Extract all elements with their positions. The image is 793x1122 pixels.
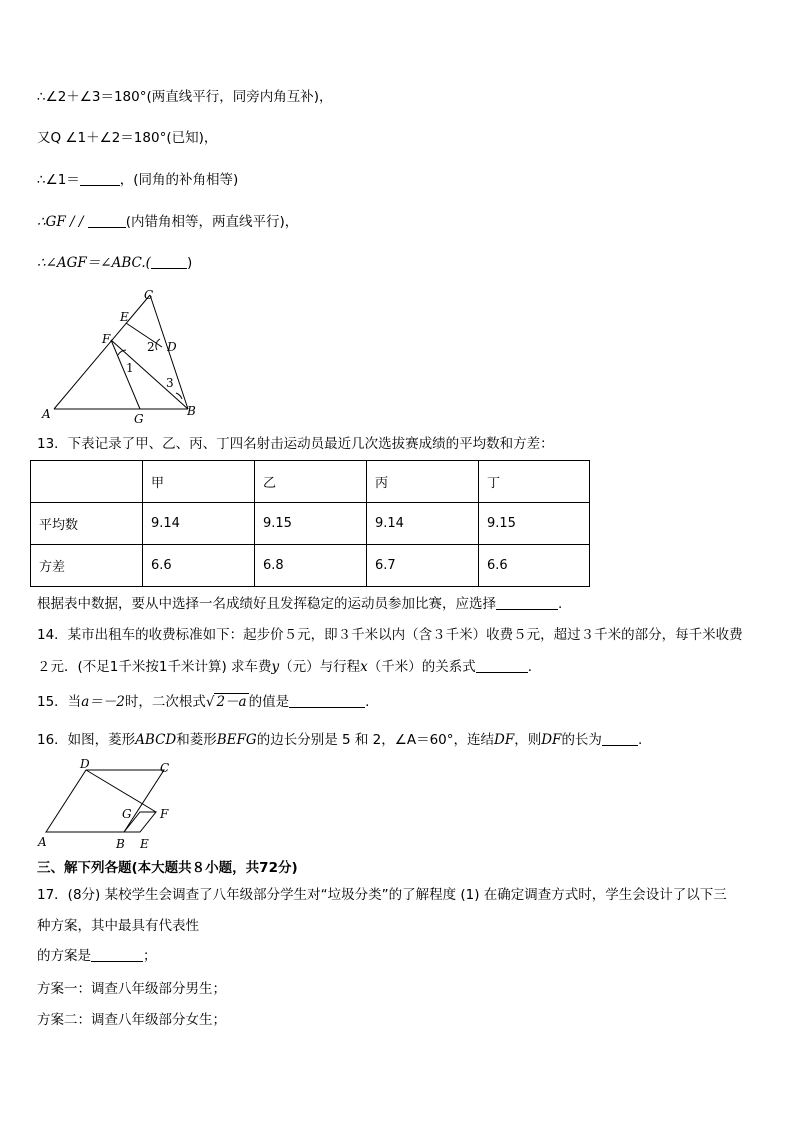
proof-blank-1[interactable]: [80, 171, 120, 186]
proof-line-3-reason: ，(同角的补角相等): [119, 172, 239, 188]
table-header-cell: 丁: [479, 461, 590, 503]
q16-text-f: .: [637, 732, 643, 748]
q16-df: DF: [494, 732, 515, 748]
proof-line-2: [37, 128, 217, 148]
label-d: D: [167, 340, 177, 354]
sqrt-icon: √: [205, 694, 215, 710]
table-cell: 9.14: [367, 503, 479, 545]
q17-text-a: 的方案是: [37, 948, 91, 964]
proof-line-2-reason: (已知)，: [166, 130, 218, 146]
q16-text-b: 和菱形: [176, 732, 217, 748]
proof-line-4: [37, 212, 298, 232]
label-d: D: [80, 757, 90, 771]
table-row: [31, 503, 590, 545]
q15-text-c: 的值是: [248, 694, 290, 710]
q17-answer-blank[interactable]: [91, 947, 143, 962]
q16-text-a: 16．如图，菱形: [37, 732, 136, 748]
table-cell: 9.15: [479, 503, 590, 545]
q14-answer-blank[interactable]: [476, 658, 528, 673]
label-c: C: [144, 288, 154, 302]
table-header-row: [31, 461, 590, 503]
proof-line-5: [37, 253, 192, 273]
rhombus-abcd: [46, 770, 164, 832]
q14-text-c: （千米）的关系式: [367, 659, 476, 675]
q13-text: 13．下表记录了甲、乙、丙、丁四名射击运动员最近几次选拔赛成绩的平均数和方差：: [37, 436, 554, 452]
table-cell: 6.6: [479, 545, 590, 587]
q17-option-2: 方案二：调查八年级部分女生；: [37, 1012, 226, 1028]
proof-line-5-close: ): [186, 255, 193, 271]
table-header-cell: [31, 461, 143, 503]
line-ac: [54, 295, 150, 409]
label-f: F: [160, 807, 169, 821]
q16-line: [37, 730, 642, 750]
q16-df2: DF: [541, 732, 562, 748]
proof-line-4-reason: (内错角相等，两直线平行)，: [125, 214, 299, 230]
label-c: C: [160, 761, 170, 775]
proof-blank-3[interactable]: [151, 254, 187, 269]
stats-table: [30, 460, 590, 587]
rhombus-figure: [36, 756, 186, 852]
section-heading: 三、解下列各题(本大题共８小题，共72分): [37, 860, 298, 876]
q15-expr: a＝－2: [81, 694, 125, 710]
proof-line-3-math: ∴∠1＝: [37, 172, 80, 188]
q14-var-x: x: [360, 659, 368, 675]
q14-line-1: 14．某市出租车的收费标准如下：起步价５元，即３千米以内（含３千米）收费５元，超过３千米的部分，每千米收费: [37, 627, 743, 643]
q14-text-a: ２元．(不足1千米按1千米计算) 求车费: [37, 659, 272, 675]
label-f: F: [102, 332, 111, 346]
label-e: E: [120, 310, 129, 324]
table-cell: 6.7: [367, 545, 479, 587]
line-df: [86, 770, 156, 812]
q13-answer-blank[interactable]: [496, 595, 558, 610]
label-angle-3: 3: [166, 376, 174, 390]
proof-line-1-reason: (两直线平行，同旁内角互补)，: [146, 89, 333, 105]
label-g: G: [134, 412, 144, 425]
q17-option-1: 方案一：调查八年级部分男生；: [37, 981, 226, 997]
q15-answer-blank[interactable]: [289, 693, 365, 708]
q14-var-y: y: [271, 659, 280, 675]
table-header-cell: 丙: [367, 461, 479, 503]
q15-text-d: .: [365, 694, 370, 710]
proof-blank-2[interactable]: [88, 213, 126, 228]
table-header-cell: 甲: [143, 461, 255, 503]
label-angle-1: 1: [126, 361, 134, 375]
q17-line-2: 种方案，其中最具有代表性: [37, 918, 199, 934]
proof-line-5-math: ∴∠AGF＝∠ABC.(: [37, 255, 151, 271]
label-e: E: [140, 837, 149, 851]
angle-3-arc: [176, 393, 182, 399]
table-cell: 6.6: [143, 545, 255, 587]
table-row: [31, 545, 590, 587]
triangle-figure: [36, 285, 206, 425]
q14-text-d: .: [527, 659, 533, 675]
q14-line-2: [37, 657, 532, 677]
table-cell: 9.14: [143, 503, 255, 545]
q16-text-e: 的长为: [561, 732, 602, 748]
q16-text-c: 的边长分别是 5 和 2，∠A＝60°，连结: [256, 732, 495, 748]
q16-answer-blank[interactable]: [602, 731, 638, 746]
proof-line-2-math: 又Q ∠1＋∠2＝180°: [37, 130, 167, 146]
q15-text-b: 时，二次根式: [124, 694, 206, 710]
table-cell: 方差: [31, 545, 143, 587]
proof-line-1: [37, 87, 333, 107]
q15-text-a: 15．当: [37, 694, 82, 710]
label-g: G: [122, 807, 132, 821]
q16-befg: BEFG: [216, 732, 257, 748]
q15-line: [37, 692, 369, 712]
label-b: B: [187, 404, 196, 418]
proof-line-3: [37, 170, 238, 190]
q14-text-b: （元）与行程: [279, 659, 361, 675]
label-a: A: [38, 835, 47, 849]
label-b: B: [116, 837, 125, 851]
label-angle-2: 2: [147, 340, 155, 354]
q17-line-1: 17．(8分) 某校学生会调查了八年级部分学生对“垃圾分类”的了解程度 (1) 在确定调查方式时，学生会设计了以下三: [37, 887, 727, 903]
q16-text-d: ，则: [514, 732, 542, 748]
q15-radicand: 2－a: [216, 694, 247, 710]
proof-line-4-math: ∴GF / /: [37, 214, 84, 230]
table-header-cell: 乙: [255, 461, 367, 503]
q16-abcd: ABCD: [135, 732, 177, 748]
q13-question: [37, 594, 562, 614]
q17-line-3: [37, 946, 157, 966]
proof-line-1-math: ∴∠2＋∠3＝180°: [37, 89, 147, 105]
q13-question-text: 根据表中数据，要从中选择一名成绩好且发挥稳定的运动员参加比赛，应选择: [37, 596, 496, 612]
label-a: A: [42, 407, 51, 421]
table-cell: 6.8: [255, 545, 367, 587]
table-cell: 9.15: [255, 503, 367, 545]
q13-question-end: .: [558, 596, 563, 612]
table-cell: 平均数: [31, 503, 143, 545]
q17-text-b: ；: [143, 948, 157, 964]
